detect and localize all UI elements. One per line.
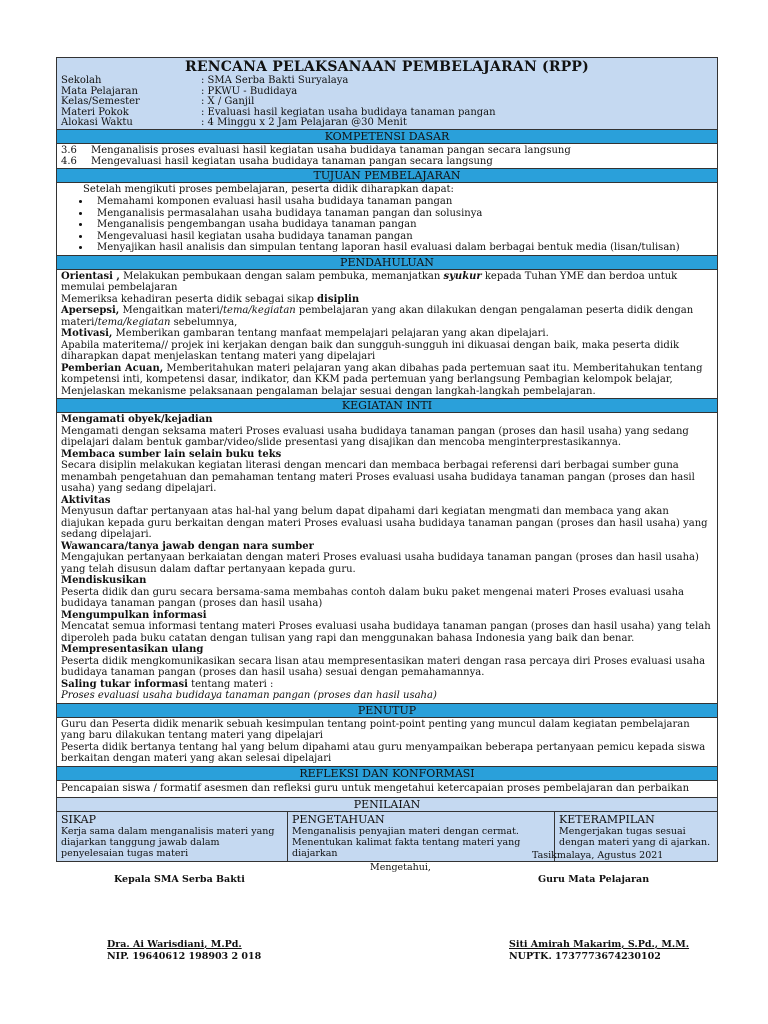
motivasi-label: Motivasi,: [61, 328, 113, 339]
penilaian-head: PENGETAHUAN: [292, 813, 385, 826]
motivasi-text: Memberikan gambaran tentang manfaat mempelajari pelajaran yang akan dipelajari.: [112, 328, 549, 339]
kd-text: Menganalisis proses evaluasi hasil kegiatan usaha budidaya tanaman pangan secara langsung: [91, 144, 571, 156]
penutup-paragraph-2: Peserta didik bertanya tentang hal yang belum dipahami atau guru menyampaikan beberapa pertanyaan pemicu kepada siswa berkaitan dengan materi yang akan selesai dipelajari: [61, 741, 706, 764]
refleksi-block: [57, 781, 717, 798]
acuan-text: Memberitahukan materi pelajaran yang akan dibahas pada pertemuan saat itu. Memberitahukan tentang kompetensi inti, kompetensi dasar, indikator, dan KKM pada pertemuan yang berlangsung Pembagian kelompok belajar, Menjelaskan mekanisme pelaksanaan pengalaman belajar sesuai dengan langkah-langkah pembelajaran.: [61, 362, 703, 397]
apersepsi-italic-2: tema/kegiatan: [97, 316, 171, 328]
list-item: • Mengevaluasi hasil kegiatan usaha budidaya tanaman pangan: [91, 231, 717, 243]
penilaian-pengetahuan: [288, 812, 555, 861]
acuan-label: Pemberian Acuan,: [61, 362, 164, 374]
info-value: : PKWU - Budidaya: [201, 85, 298, 97]
info-label: Alokasi Waktu: [61, 117, 133, 128]
section-heading-penilaian: PENILAIAN: [57, 797, 717, 812]
section-heading-inti: KEGIATAN INTI: [57, 398, 717, 413]
disiplin-text: disiplin: [317, 293, 360, 305]
info-value: : X / Ganjil: [201, 96, 255, 107]
penilaian-sikap: [57, 812, 288, 861]
tujuan-block: [57, 183, 717, 197]
info-row: [61, 97, 717, 108]
section-heading-kd: KOMPETENSI DASAR: [57, 129, 717, 144]
inti-block: [57, 413, 717, 703]
inti-label: Mengamati obyek/kejadian: [61, 414, 213, 425]
info-block: [57, 76, 717, 129]
apabila-paragraph: Apabila materitema// projek ini kerjakan dengan baik dan sungguh-sungguh ini dikuasai dengan baik, maka peserta didik diharapkan dapat menjelaskan tentang materi yang dipelajari: [61, 339, 680, 362]
apersepsi-label: Apersepsi,: [61, 305, 120, 316]
info-row: [61, 76, 717, 87]
list-item: • Menyajikan hasil analisis dan simpulan tentang laporan hasil evaluasi dalam berbagai bentuk media (lisan/tulisan): [91, 242, 717, 254]
inti-label: Wawancara/tanya jawab dengan nara sumber: [61, 540, 314, 552]
apersepsi-text-3: sebelumnya,: [170, 316, 238, 328]
kehadiran-text: Memeriksa kehadiran peserta didik sebagai sikap: [61, 293, 318, 305]
syukur-text: syukur: [443, 270, 482, 282]
list-item: • Memahami komponen evaluasi hasil usaha budidaya tanaman pangan: [91, 196, 717, 208]
penutup-paragraph-1: Guru dan Peserta didik menarik sebuah kesimpulan tentang point-point penting yang muncul dalam kegiatan pembelajaran yang baru dilakukan tentang materi yang dipelajari: [61, 718, 690, 741]
info-label: Mata Pelajaran: [61, 85, 138, 97]
place-date: Tasikmalaya, Agustus 2021: [532, 850, 664, 861]
orientasi-label: Orientasi ,: [61, 270, 120, 282]
section-heading-penutup: PENUTUP: [57, 703, 717, 718]
section-heading-tujuan: TUJUAN PEMBELAJARAN: [57, 168, 717, 183]
info-row: [61, 87, 717, 98]
kd-list: [57, 144, 717, 168]
left-signer-id: NIP. 19640612 198903 2 018: [107, 951, 262, 962]
inti-text: Mengamati dengan seksama materi Proses evaluasi usaha budidaya tanaman pangan (proses dan hasil usaha) yang sedang dipelajari dalam bentuk gambar/video/slide presentasi yang disajikan dan mencoba menginterprestasikannya.: [61, 425, 689, 448]
inti-text: Peserta didik mengkomunikasikan secara lisan atau mempresentasikan materi dengan rasa percaya diri Proses evaluasi usaha budidaya tanaman pangan (proses dan hasil usaha) sesuai dengan pemahamannya.: [61, 655, 706, 678]
kd-item: [57, 156, 717, 167]
apersepsi-text-1: Mengaitkan materi/: [119, 305, 224, 316]
inti-label: Mendiskusikan: [61, 575, 147, 586]
right-signer-id: NUPTK. 1737773674230102: [509, 951, 661, 962]
inti-text: Mengajukan pertanyaan berkaiatan dengan materi Proses evaluasi usaha budidaya tanaman pangan (proses dan hasil usaha) yang telah disusun dalam daftar pertanyaan kepada guru.: [61, 552, 699, 575]
inti-text: Peserta didik dan guru secara bersama-sama membahas contoh dalam buku paket mengenai materi Proses evaluasi usaha budidaya tanaman pangan (proses dan hasil usaha): [61, 586, 684, 609]
list-item: • Menganalisis permasalahan usaha budidaya tanaman pangan dan solusinya: [91, 208, 717, 220]
motivasi-paragraph: [61, 328, 714, 340]
inti-label: Mempresentasikan ulang: [61, 644, 204, 655]
rpp-document: [56, 57, 718, 862]
list-item: • Menganalisis pengembangan usaha budidaya tanaman pangan: [91, 219, 717, 231]
inti-label: Mengumpulkan informasi: [61, 609, 207, 621]
orientasi-text: Melakukan pembukaan dengan salam pembuka, memanjatkan: [119, 270, 444, 282]
left-signer-name: Dra. Ai Warisdiani, M.Pd.: [107, 939, 242, 950]
info-value: : 4 Minggu x 2 Jam Pelajaran @30 Menit: [201, 117, 407, 128]
saling-italic: Proses evaluasi usaha budidaya tanaman pangan (proses dan hasil usaha): [61, 690, 437, 701]
right-signer-title: Guru Mata Pelajaran: [538, 874, 650, 885]
saling-paragraph: [61, 679, 714, 691]
inti-text: Mencatat semua informasi tentang materi Proses evaluasi usaha budidaya tanaman pangan (proses dan hasil usaha) yang telah diperoleh pada buku catatan dengan tulisan yang rapi dan menggunakan bahasa Indonesia yang baik dan benar.: [61, 621, 711, 644]
page-title: RENCANA PELAKSANAAN PEMBELAJARAN (RPP): [57, 58, 717, 76]
kehadiran-paragraph: [61, 294, 714, 306]
info-value: : Evaluasi hasil kegiatan usaha budidaya tanaman pangan: [201, 106, 496, 118]
section-heading-pendahuluan: PENDAHULUAN: [57, 255, 717, 270]
saling-label: Saling tukar informasi: [61, 678, 188, 690]
info-row: [61, 118, 717, 129]
left-signer-title: Kepala SMA Serba Bakti: [114, 874, 245, 885]
penilaian-head: SIKAP: [61, 813, 96, 826]
apersepsi-text-2: pembelajaran yang akan dilakukan dengan pengalaman peserta didik dengan materi/: [61, 305, 694, 328]
inti-text: Secara disiplin melakukan kegiatan literasi dengan mencari dan membaca berbagai referensi dari berbagai sumber guna menambah pengetahuan dan pemahaman tentang materi Proses evaluasi usaha budidaya tanaman pangan (proses dan hasil usaha) yang sedang dipelajari.: [61, 460, 695, 494]
tujuan-intro: Setelah mengikuti proses pembelajaran, peserta didik diharapkan dapat:: [83, 183, 454, 195]
info-label: Materi Pokok: [61, 106, 129, 118]
kd-item: [57, 145, 717, 156]
info-value: : SMA Serba Bakti Suryalaya: [201, 75, 349, 86]
info-label: Kelas/Semester: [61, 96, 140, 107]
mengetahui-label: Mengetahui,: [370, 862, 431, 873]
inti-label: Membaca sumber lain selain buku teks: [61, 448, 282, 460]
saling-text: tentang materi :: [187, 678, 274, 690]
penutup-block: [57, 718, 717, 766]
penilaian-text: Mengerjakan tugas sesuai dengan materi yang di ajarkan.: [559, 826, 711, 848]
inti-text: Menyusun daftar pertanyaan atas hal-hal yang belum dapat dipahami dari kegiatan mengmati dan membaca yang akan diajukan kepada guru berkaitan dengan materi Proses evaluasi usaha budidaya tanaman pangan (proses dan hasil usaha) yang sedang dipelajari.: [61, 506, 708, 540]
pendahuluan-block: [57, 270, 717, 399]
inti-label: Aktivitas: [61, 494, 111, 506]
orientasi-text-2: kepada Tuhan YME dan berdoa untuk memulai pembelajaran: [61, 270, 678, 293]
tujuan-list: [57, 196, 717, 254]
penilaian-head: KETERAMPILAN: [559, 813, 655, 826]
orientasi-paragraph: [61, 271, 714, 294]
apersepsi-italic-1: tema/kegiatan: [223, 305, 296, 316]
penilaian-text: Kerja sama dalam menganalisis materi yang diajarkan tanggung jawab dalam penyelesaian tugas materi: [61, 826, 275, 859]
info-label: Sekolah: [61, 75, 102, 86]
refleksi-text: Pencapaian siswa / formatif asesmen dan refleksi guru untuk mengetahui ketercapaian proses pembelajaran dan perbaikan: [61, 782, 690, 794]
acuan-paragraph: [61, 363, 714, 398]
right-signer-name: Siti Amirah Makarim, S.Pd., M.M.: [509, 939, 690, 950]
kd-number: 4.6: [61, 155, 77, 167]
kd-number: 3.6: [61, 144, 77, 156]
section-heading-refleksi: REFLEKSI DAN KONFORMASI: [57, 766, 717, 781]
apersepsi-paragraph: [61, 305, 714, 328]
kd-text: Mengevaluasi hasil kegiatan usaha budidaya tanaman pangan secara langsung: [91, 155, 493, 167]
penilaian-text: Menganalisis penyajian materi dengan cermat. Menentukan kalimat fakta tentang materi yang diajarkan: [292, 826, 521, 859]
